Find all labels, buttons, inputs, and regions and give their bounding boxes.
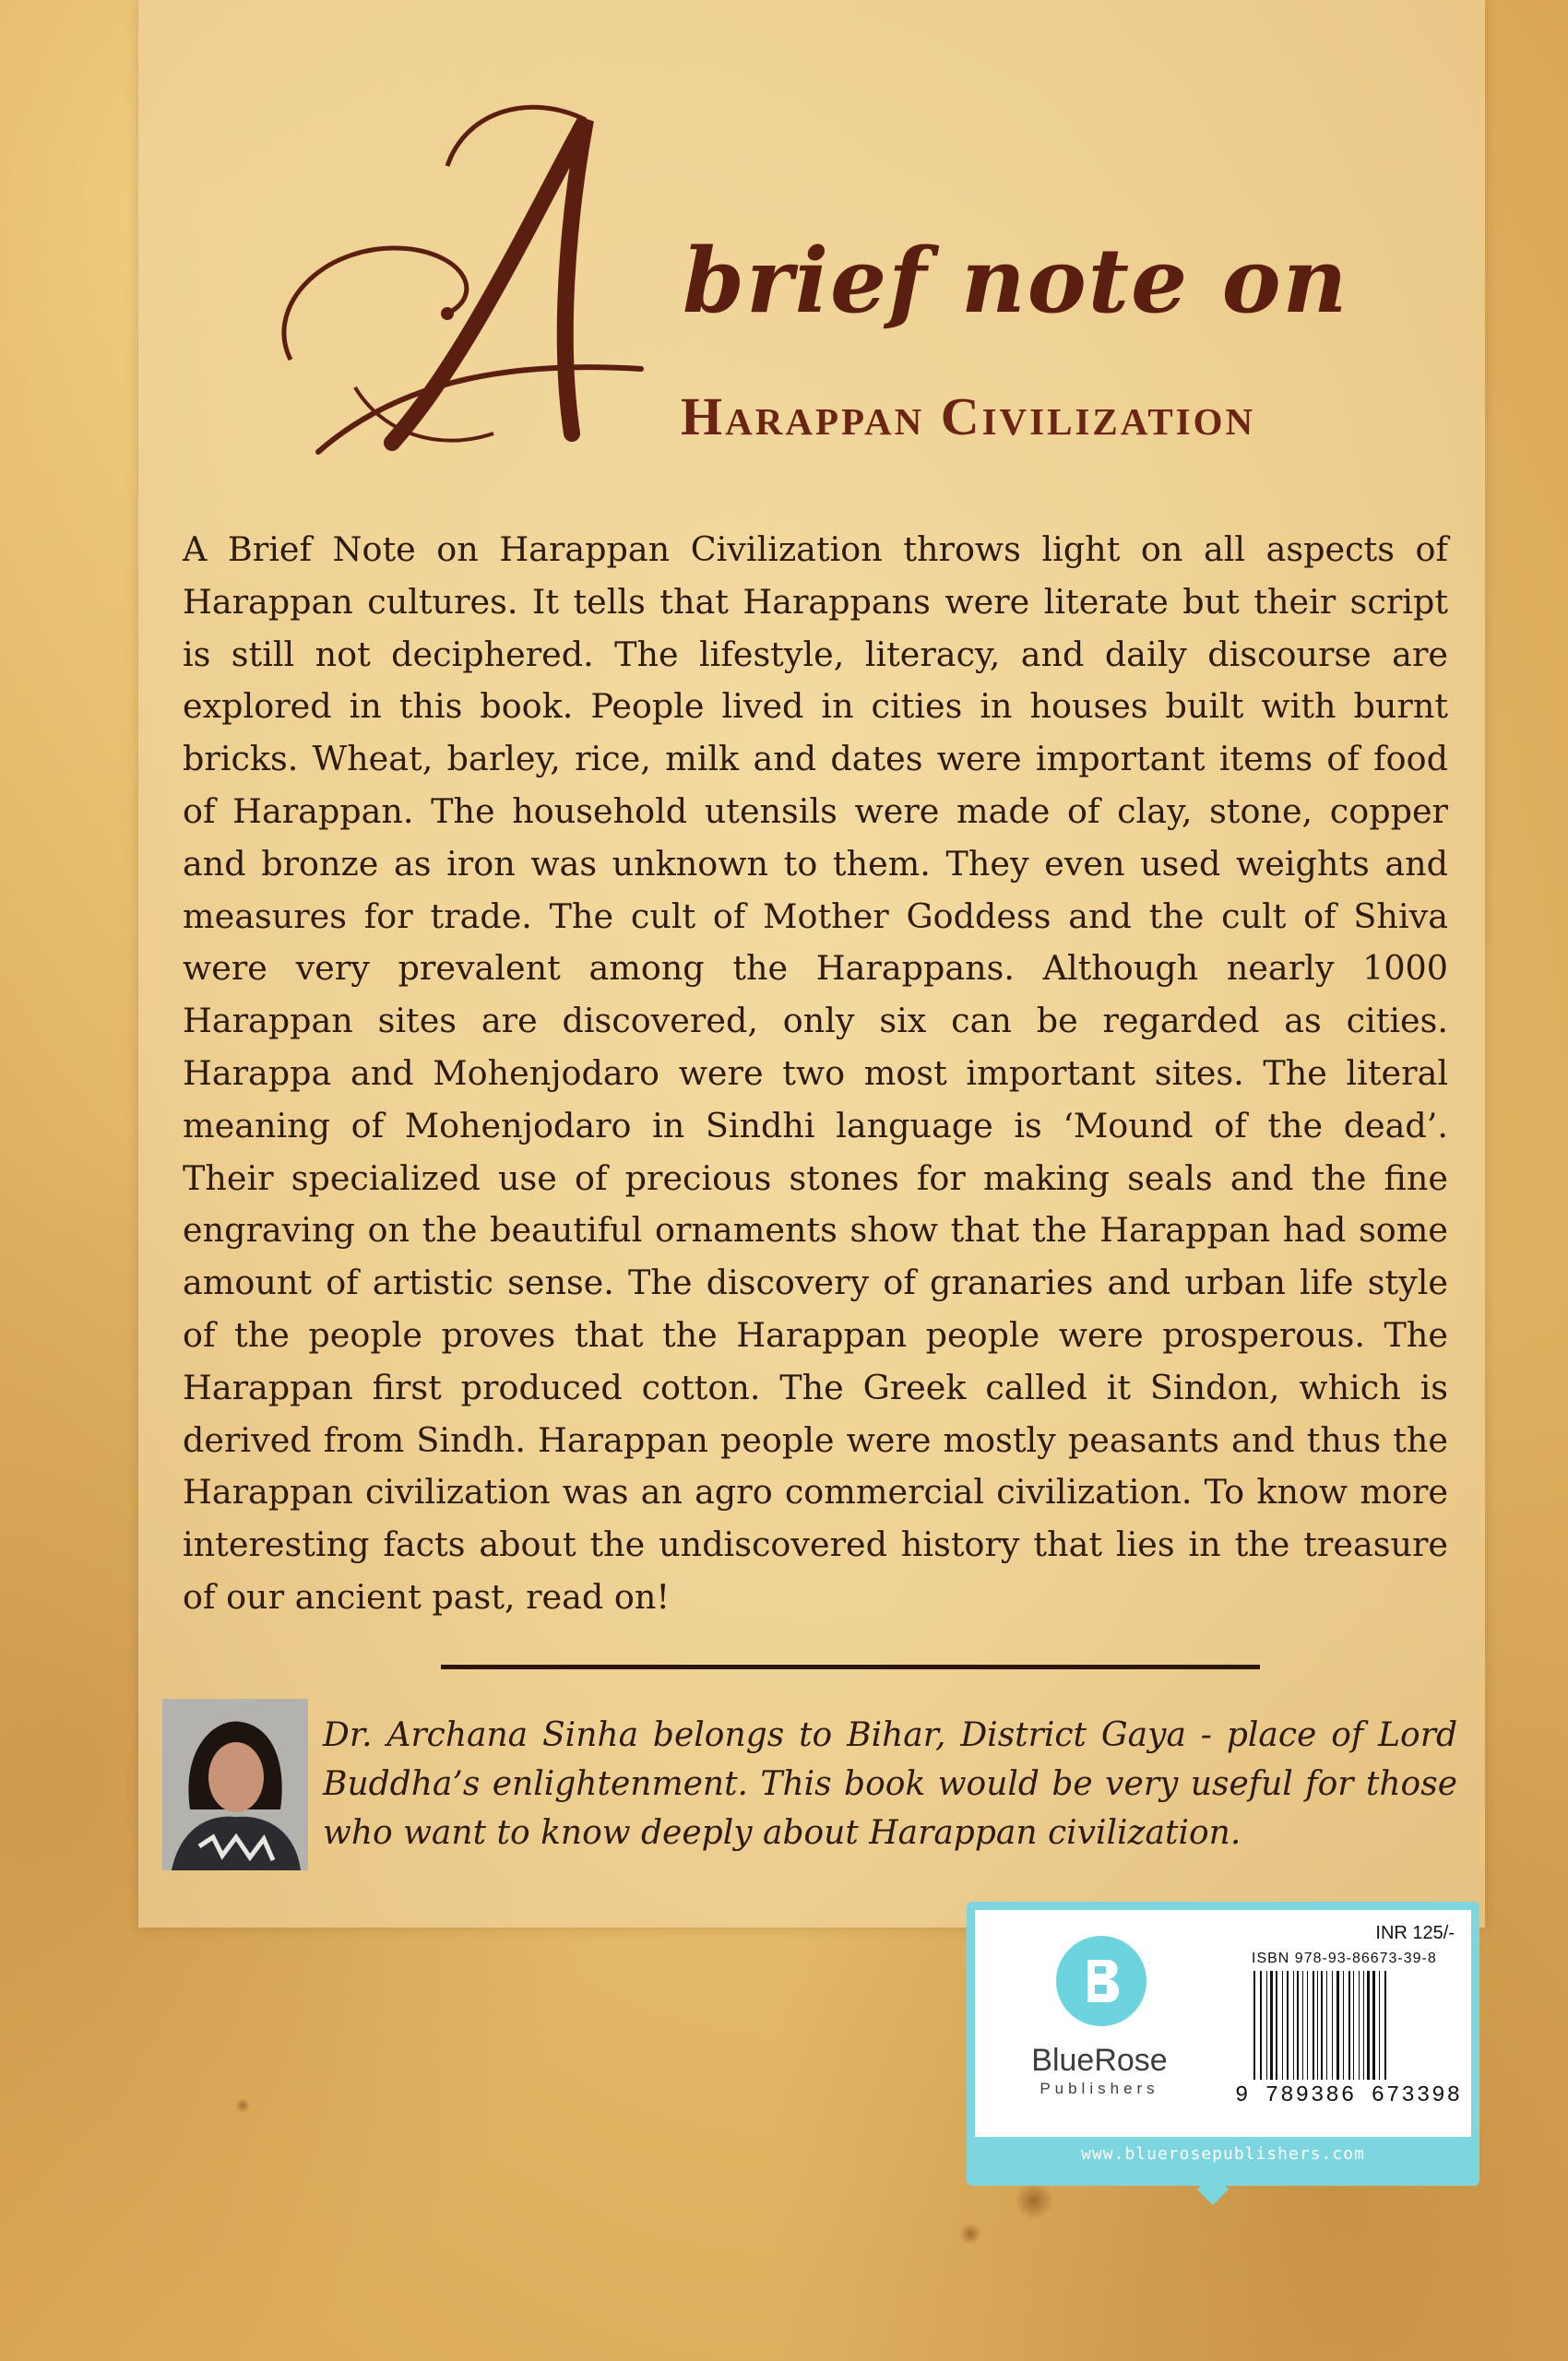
barcode-bar (1359, 1971, 1360, 2080)
barcode-bar (1287, 1971, 1289, 2080)
barcode-bar (1266, 1971, 1267, 2080)
website-url: www.bluerosepublishers.com (1081, 2144, 1365, 2164)
author-bio: Dr. Archana Sinha belongs to Bihar, District Gaya - place of Lord Buddha’s enlightenment. This book would be very useful for those who want to know deeply about Harappan civilization. (323, 1716, 1457, 1852)
barcode-box (967, 1902, 1479, 2186)
barcode-bar (1313, 1971, 1314, 2080)
barcode-digits: 9 789386 673398 (1235, 2083, 1463, 2108)
barcode-bar (1332, 1971, 1333, 2080)
barcode-bar (1353, 1971, 1354, 2080)
barcode-bar (1307, 1971, 1308, 2080)
isbn-label: ISBN 978-93-86673-39-8 (1252, 1951, 1437, 1966)
barcode-bar (1363, 1971, 1364, 2080)
stain-mark (235, 2098, 250, 2113)
barcode-bar (1293, 1971, 1294, 2080)
barcode-image (1252, 1971, 1464, 2083)
barcode-bar (1336, 1971, 1339, 2080)
book-b-logo-icon (1056, 1936, 1146, 2026)
divider-line (441, 1665, 1260, 1669)
stain-mark (1015, 2181, 1053, 2220)
barcode-bar (1384, 1971, 1386, 2080)
publisher-name: BlueRose (1031, 2043, 1168, 2078)
barcode-bar (1348, 1971, 1350, 2080)
barcode-bar (1317, 1971, 1318, 2080)
author-portrait (162, 1699, 308, 1870)
barcode-bar (1367, 1971, 1370, 2080)
barcode-bar (1326, 1971, 1327, 2080)
price-label: INR 125/- (1375, 1923, 1455, 1943)
decorative-initial-a (254, 83, 659, 470)
barcode-bar (1276, 1971, 1277, 2080)
website-bar (975, 2137, 1471, 2177)
barcode-bar (1372, 1971, 1375, 2080)
stain-mark (959, 2223, 981, 2245)
blurb-paragraph: A Brief Note on Harappan Civilization throws light on all aspects of Harappan cultures. It tells that Harappans were literate but their script is still not deciphered. The lifestyle, literacy, and daily discourse are explored in this book. People lived in cities in houses built with burnt bricks. Wheat, barley, rice, milk and dates were important items of food of Harappan. The household utensils were made of clay, stone, copper and bronze as iron was unknown to them. They even used weights and measures for trade. The cult of Mother Goddess and the cult of Shiva were very prevalent among the Harappans. Although nearly 1000 Harappan sites are discovered, only six can be regarded as cities. Harappa and Mohenjodaro were two most important sites. The literal meaning of Mohenjodaro in Sindhi language is ‘Mound of the dead’. Their specialized use of precious stones for making seals and the fine engraving on the beautiful ornaments show that the Harappan had some amount of artistic sense. The discovery of granaries and urban life style of the people proves that the Harappan people were prosperous. The Harappan first produced cotton. The Greek called it Sindon, which is derived from Sindh. Harappan people were mostly peasants and thus the Harappan civilization was an agro commercial civilization. To know more interesting facts about the undiscovered history that lies in the treasure of our ancient past, read on! (183, 529, 1448, 1617)
barcode-bar (1297, 1971, 1299, 2080)
barcode-bar (1302, 1971, 1303, 2080)
barcode-bar (1253, 1971, 1255, 2080)
barcode-bar (1270, 1971, 1273, 2080)
barcode-bar (1343, 1971, 1344, 2080)
title-text: brief note on (683, 229, 1349, 333)
barcode-bar (1260, 1971, 1262, 2080)
title-block (0, 0, 1568, 516)
barcode-bar (1321, 1971, 1323, 2080)
barcode-bar (1282, 1971, 1283, 2080)
barcode-bar (1379, 1971, 1380, 2080)
publisher-sub: Publishers (1039, 2080, 1159, 2097)
subtitle: Harappan Civilization (681, 386, 1256, 446)
